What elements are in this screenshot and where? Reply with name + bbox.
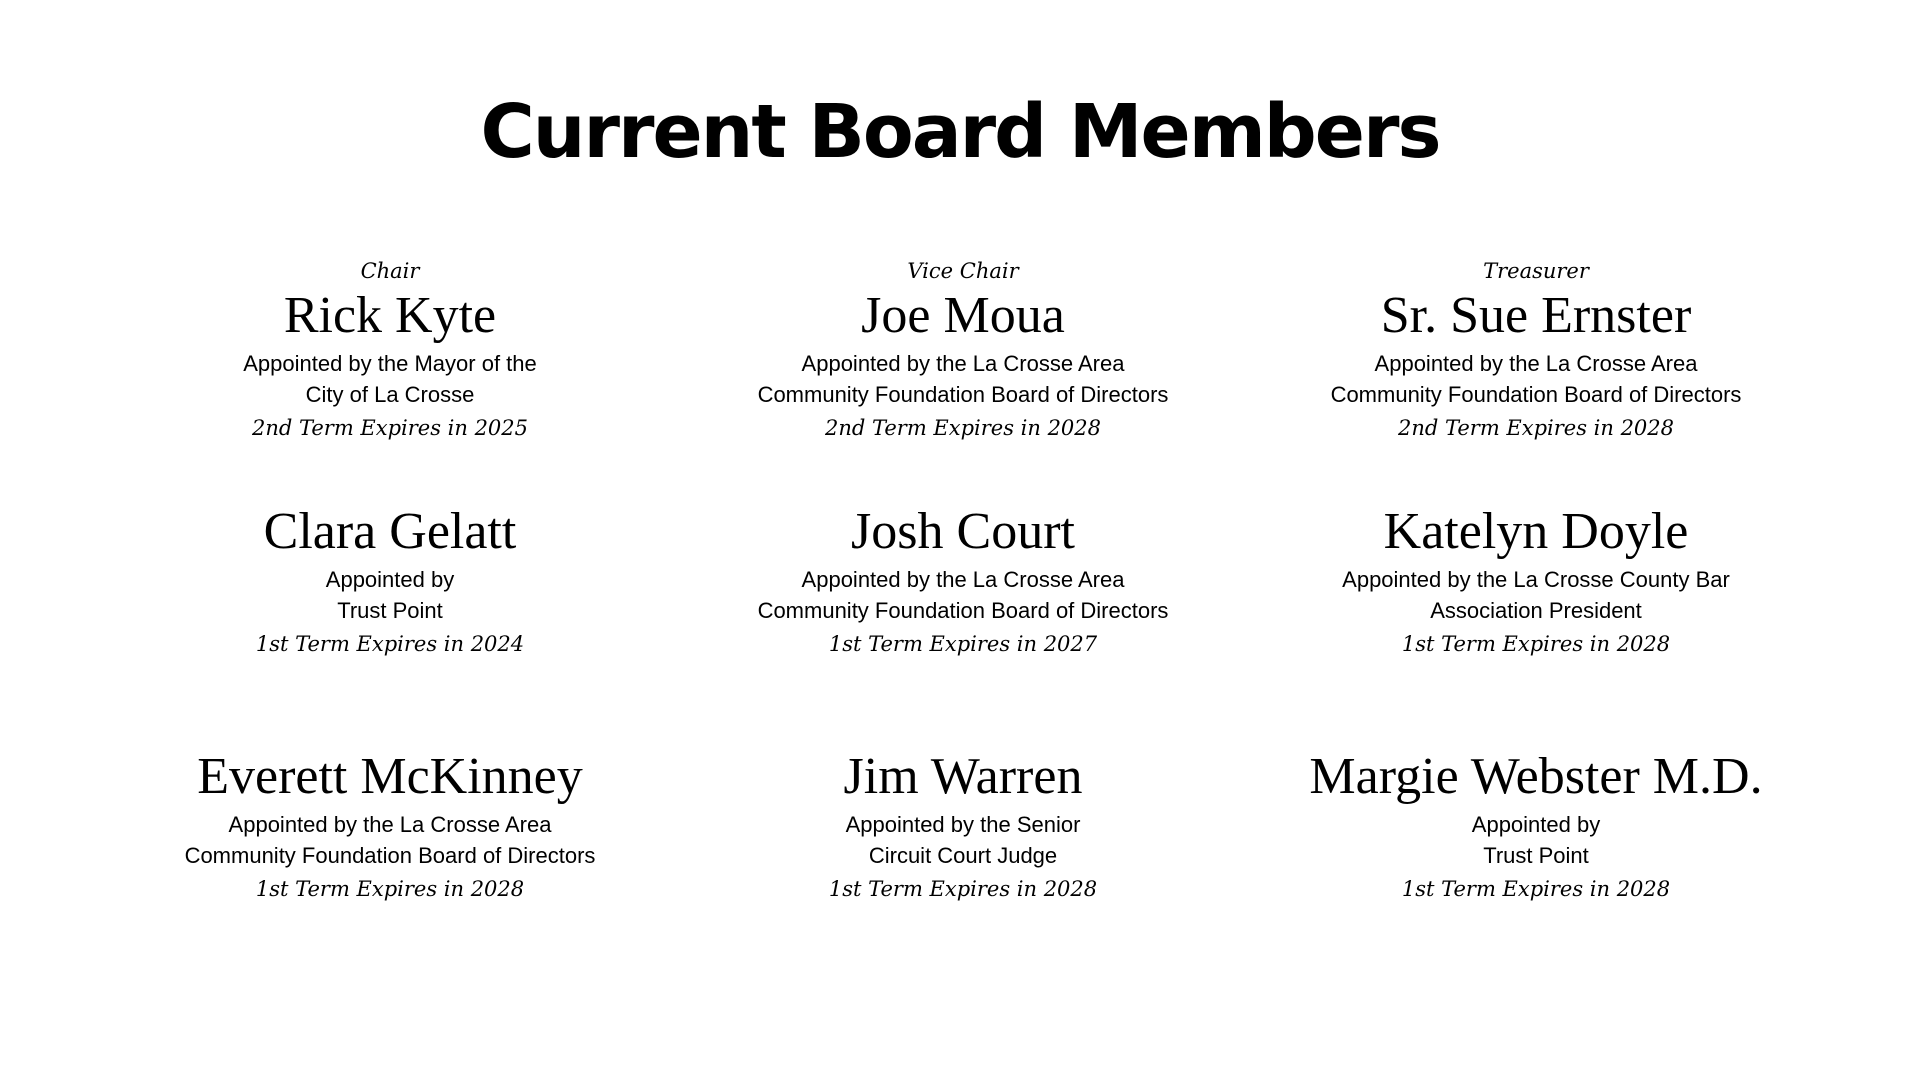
- member-name: Clara Gelatt: [263, 503, 517, 560]
- member-term: 2nd Term Expires in 2025: [251, 416, 529, 440]
- member-role: Vice Chair: [907, 259, 1019, 283]
- member-appointment: [1256, 564, 1816, 626]
- member-role: Chair: [360, 259, 420, 283]
- appointment-line: Circuit Court Judge: [868, 843, 1058, 868]
- appointment-line: Association President: [1430, 598, 1642, 623]
- member-appointment: [110, 348, 670, 410]
- member-card: [1256, 747, 1816, 907]
- appointment-line: Appointed by the La Crosse Area: [228, 812, 552, 837]
- member-card: [110, 502, 670, 662]
- appointment-line: Community Foundation Board of Directors: [1330, 382, 1742, 407]
- appointment-line: City of La Crosse: [305, 382, 475, 407]
- appointment-line: Appointed by the La Crosse Area: [801, 351, 1125, 376]
- appointment-line: Trust Point: [337, 598, 443, 623]
- member-term: 1st Term Expires in 2028: [828, 877, 1098, 901]
- appointment-line: Appointed by the La Crosse County Bar: [1342, 567, 1730, 592]
- member-card: [683, 256, 1243, 446]
- member-term: 1st Term Expires in 2028: [1401, 877, 1671, 901]
- member-appointment: [1256, 809, 1816, 871]
- member-appointment: [683, 348, 1243, 410]
- member-name: Sr. Sue Ernster: [1380, 287, 1692, 344]
- appointment-line: Community Foundation Board of Directors: [757, 598, 1169, 623]
- member-card: [110, 256, 670, 446]
- member-appointment: [1256, 348, 1816, 410]
- page-title: Current Board Members: [480, 89, 1440, 175]
- member-name: Katelyn Doyle: [1383, 503, 1689, 560]
- appointment-line: Appointed by the La Crosse Area: [1374, 351, 1698, 376]
- appointment-line: Trust Point: [1483, 843, 1589, 868]
- appointment-line: Appointed by the Senior: [845, 812, 1081, 837]
- member-name: Margie Webster M.D.: [1309, 748, 1763, 805]
- appointment-line: Appointed by the La Crosse Area: [801, 567, 1125, 592]
- member-card: [683, 502, 1243, 662]
- member-card: [1256, 256, 1816, 446]
- member-term: 1st Term Expires in 2028: [1401, 632, 1671, 656]
- appointment-line: Appointed by: [325, 567, 455, 592]
- member-appointment: [110, 809, 670, 871]
- member-name: Joe Moua: [861, 287, 1065, 344]
- member-term: 1st Term Expires in 2024: [255, 632, 525, 656]
- member-name: Josh Court: [851, 503, 1075, 560]
- appointment-line: Community Foundation Board of Directors: [184, 843, 596, 868]
- member-name: Everett McKinney: [197, 748, 583, 805]
- member-card: [1256, 502, 1816, 662]
- member-term: 1st Term Expires in 2027: [828, 632, 1098, 656]
- appointment-line: Appointed by: [1471, 812, 1601, 837]
- member-card: [110, 747, 670, 907]
- member-term: 1st Term Expires in 2028: [255, 877, 525, 901]
- member-role: Treasurer: [1483, 259, 1589, 283]
- appointment-line: Appointed by the Mayor of the: [243, 351, 537, 376]
- appointment-line: Community Foundation Board of Directors: [757, 382, 1169, 407]
- member-appointment: [110, 564, 670, 626]
- member-term: 2nd Term Expires in 2028: [824, 416, 1102, 440]
- member-term: 2nd Term Expires in 2028: [1397, 416, 1675, 440]
- member-name: Jim Warren: [843, 748, 1083, 805]
- member-card: [683, 747, 1243, 907]
- member-appointment: [683, 564, 1243, 626]
- member-name: Rick Kyte: [283, 287, 497, 344]
- member-appointment: [683, 809, 1243, 871]
